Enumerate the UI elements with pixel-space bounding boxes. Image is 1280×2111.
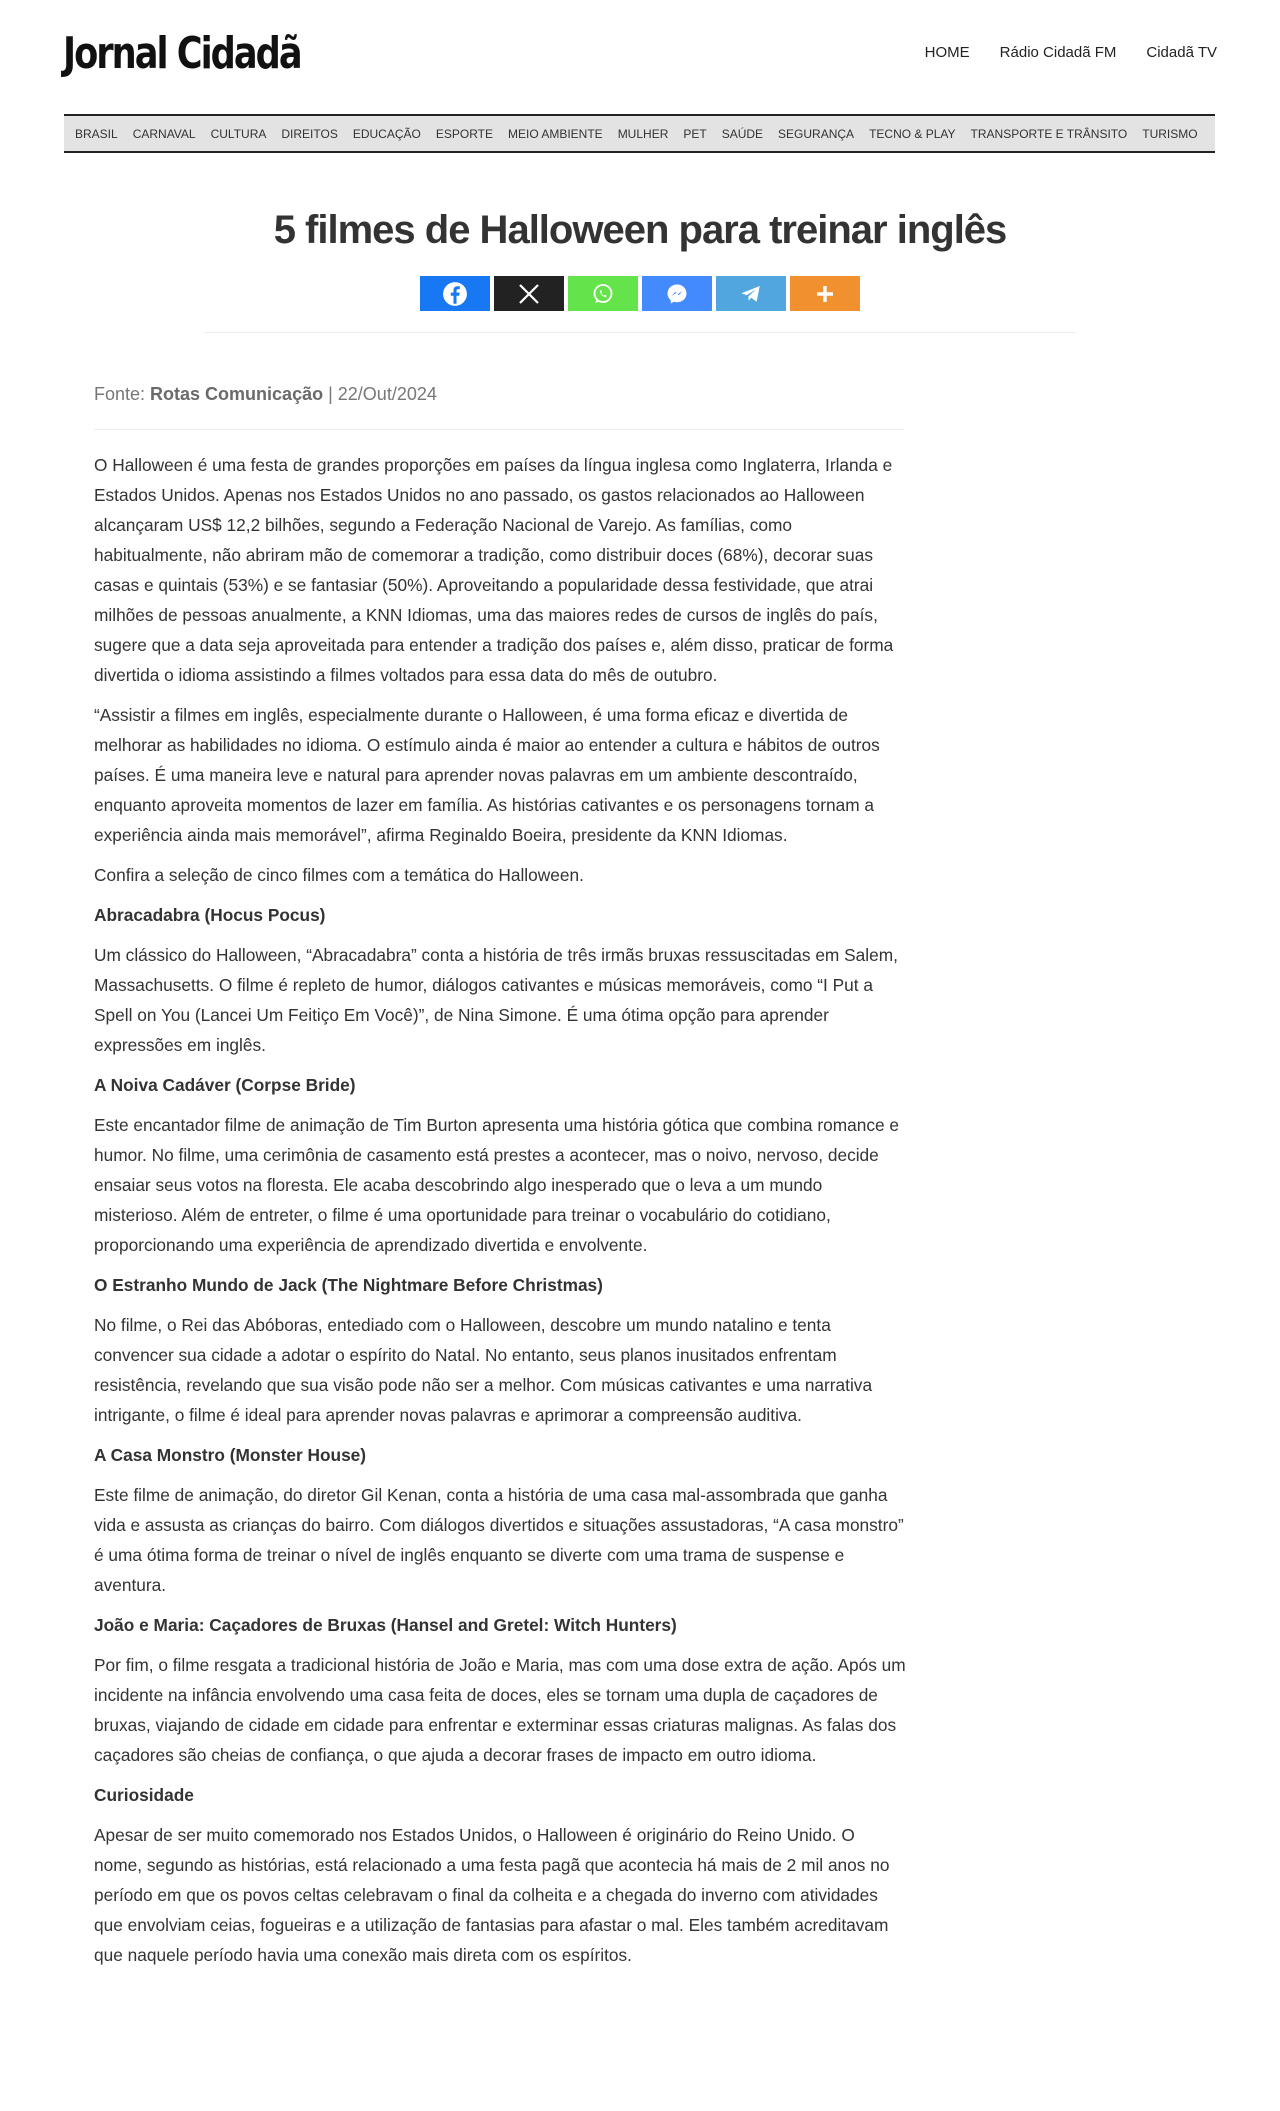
share-x-button[interactable] [494, 276, 564, 311]
section-text: Este encantador filme de animação de Tim Burton apresenta uma história gótica que combina romance e humor. No filme, uma cerimônia de casamento está prestes a acontecer, mas o noivo, nervoso, decide ensaiar seus votos na floresta. Ele acaba descobrindo algo inesperado que o leva a um mundo misterioso. Além de entreter, o filme é uma oportunidade para treinar o vocabulário do cotidiano, proporcionando uma experiência de aprendizado divertida e envolvente. [94, 1115, 899, 1255]
english-courses-link[interactable]: cursos de inglês [686, 605, 812, 625]
share-bar [420, 276, 860, 311]
share-facebook-button[interactable] [420, 276, 490, 311]
share-more-button[interactable] [790, 276, 860, 311]
whatsapp-icon [591, 282, 615, 306]
section-heading: O Estranho Mundo de Jack (The Nightmare Before Christmas) [94, 1275, 603, 1295]
section-heading: A Casa Monstro (Monster House) [94, 1445, 367, 1465]
share-whatsapp-button[interactable] [568, 276, 638, 311]
category-mulher[interactable]: MULHER [617, 126, 669, 141]
site-header [0, 0, 1280, 114]
section-heading: Curiosidade [94, 1785, 194, 1805]
category-cultura[interactable]: CULTURA [210, 126, 267, 141]
intro-paragraph [94, 450, 906, 690]
category-carnaval[interactable]: CARNAVAL [132, 126, 196, 141]
top-nav [925, 44, 1217, 61]
article-body [94, 450, 906, 1980]
site-logo[interactable]: Jornal Cidadã [63, 28, 301, 79]
category-esporte[interactable]: ESPORTE [435, 126, 493, 141]
source-label: Fonte: [94, 384, 146, 404]
category-educacao[interactable]: EDUCAÇÃO [352, 126, 421, 141]
section-text: Por fim, o filme resgata a tradicional história de João e Maria, mas com uma dose extra de ação. Após um incidente na infância envolvendo uma casa feita de doces, eles se tornam uma dupla de caçadores de bruxas, viajando de cidade em cidade para enfrentar e exterminar essas criaturas malignas. As falas dos caçadores são cheias de confiança, o que ajuda a decorar frases de impacto em outro idioma. [94, 1655, 906, 1765]
source-divider [94, 429, 904, 430]
section-text: Este filme de animação, do diretor Gil Kenan, conta a história de uma casa mal-assombrada que ganha vida e assusta as crianças do bairro. Com diálogos divertidos e situações assustadoras, “A casa monstro” é uma ótima forma de treinar o nível de inglês enquanto se diverte com uma trama de suspense e aventura. [94, 1485, 904, 1595]
quote-paragraph: “Assistir a filmes em inglês, especialmente durante o Halloween, é uma forma eficaz e divertida de melhorar as habilidades no idioma. O estímulo ainda é maior ao entender a cultura e hábitos de outros países. É uma maneira leve e natural para aprender novas palavras em um ambiente descontraído, enquanto aproveita momentos de lazer em família. As histórias cativantes e os personagens tornam a experiência ainda mais memorável”, afirma Reginaldo Boeira, presidente da KNN Idiomas. [94, 705, 880, 845]
nav-radio-cidada-fm[interactable]: Rádio Cidadã FM [999, 44, 1117, 61]
share-messenger-button[interactable] [642, 276, 712, 311]
category-brasil[interactable]: BRASIL [75, 126, 118, 141]
category-pet[interactable]: PET [683, 126, 707, 141]
section-heading: Abracadabra (Hocus Pocus) [94, 905, 326, 925]
source-name: Rotas Comunicação [150, 384, 324, 404]
nav-home[interactable]: HOME [924, 44, 970, 61]
category-tecno-play[interactable]: TECNO & PLAY [869, 126, 956, 141]
article-source [94, 384, 437, 405]
nav-cidada-tv[interactable]: Cidadã TV [1146, 44, 1217, 61]
selection-paragraph: Confira a seleção de cinco filmes com a temática do Halloween. [94, 865, 584, 885]
section-text: No filme, o Rei das Abóboras, entediado com o Halloween, descobre um mundo natalino e tenta convencer sua cidade a adotar o espírito do Natal. No entanto, seus planos inusitados enfrentam resistência, revelando que sua visão pode não ser a melhor. Com músicas cativantes e uma narrativa intrigante, o filme é ideal para aprender novas palavras e aprimorar a compreensão auditiva. [94, 1315, 873, 1425]
section-text: Um clássico do Halloween, “Abracadabra” conta a história de três irmãs bruxas ressuscitadas em Salem, Massachusetts. O filme é repleto de humor, diálogos cativantes e músicas memoráveis, como “I Put a Spell on You (Lancei Um Feitiço Em Você)”, de Nina Simone. É uma ótima opção para aprender expressões em inglês. [94, 945, 898, 1055]
category-turismo[interactable]: TURISMO [1142, 126, 1198, 141]
section-text: Apesar de ser muito comemorado nos Estados Unidos, o Halloween é originário do Reino Unido. O nome, segundo as histórias, está relacionado a uma festa pagã que acontecia há mais de 2 mil anos no período em que os povos celtas celebravam o final da colheita e a chegada do inverno com atividades que envolviam ceias, fogueiras e a utilização de fantasias para afastar o mal. Eles também acreditavam que naquele período havia uma conexão mais direta com os espíritos. [94, 1825, 890, 1965]
category-nav [64, 114, 1215, 153]
intro-text-2: do país, sugere que a data seja aproveitada para entender a tradição dos países e, além disso, praticar de forma divertida o idioma assistindo a filmes voltados para essa data do mês de outubro. [94, 605, 894, 685]
category-meio-ambiente[interactable]: MEIO AMBIENTE [508, 126, 603, 141]
messenger-icon [665, 282, 689, 306]
x-icon [518, 283, 540, 305]
section-heading: A Noiva Cadáver (Corpse Bride) [94, 1075, 356, 1095]
article-title: 5 filmes de Halloween para treinar inglês [273, 208, 1007, 252]
source-date: | 22/Out/2024 [328, 384, 437, 404]
facebook-icon [442, 281, 468, 307]
category-direitos[interactable]: DIREITOS [281, 126, 338, 141]
category-seguranca[interactable]: SEGURANÇA [778, 126, 855, 141]
title-divider [204, 332, 1076, 333]
category-transporte-transito[interactable]: TRANSPORTE E TRÂNSITO [970, 126, 1128, 141]
intro-text-1: O Halloween é uma festa de grandes proporções em países da língua inglesa como Inglaterra, Irlanda e Estados Unidos. Apenas nos Estados Unidos no ano passado, os gastos relacionados ao Halloween alcançaram US$ 12,2 bilhões, segundo a Federação Nacional de Varejo. As famílias, como habitualmente, não abriram mão de comemorar a tradição, como distribuir doces (68%), decorar suas casas e quintais (53%) e se fantasiar (50%). Aproveitando a popularidade dessa festividade, que atrai milhões de pessoas anualmente, a KNN Idiomas, uma das maiores redes de [94, 455, 893, 625]
category-saude[interactable]: SAÚDE [721, 126, 764, 141]
section-heading: João e Maria: Caçadores de Bruxas (Hansel and Gretel: Witch Hunters) [94, 1615, 677, 1635]
share-telegram-button[interactable] [716, 276, 786, 311]
telegram-icon [739, 282, 763, 306]
plus-icon [815, 284, 835, 304]
